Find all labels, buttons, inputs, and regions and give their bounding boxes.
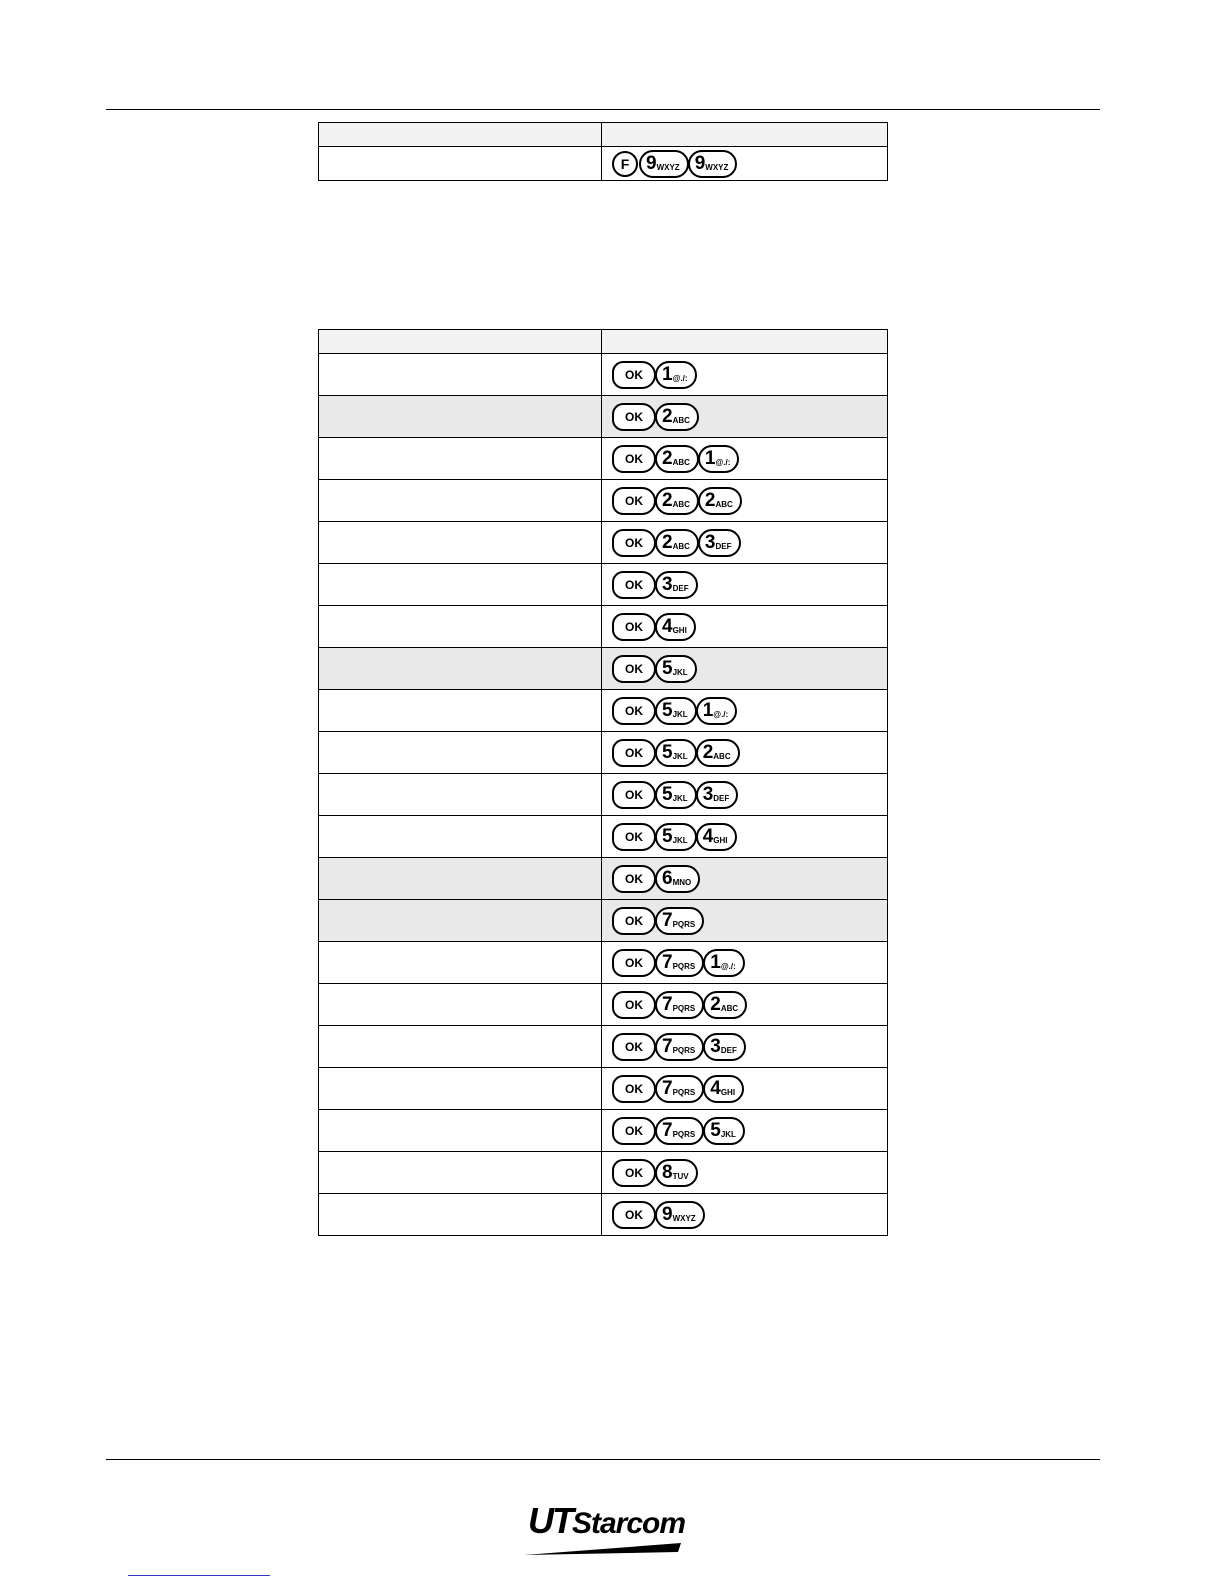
digit-key-icon (698, 487, 742, 515)
key-digit: 1 (704, 447, 715, 469)
digit-key-icon (655, 361, 697, 389)
key-digit: 5 (662, 783, 672, 805)
ok-key-icon (612, 487, 656, 515)
key-digit: OK (625, 1123, 643, 1138)
table-row (319, 774, 888, 816)
function-cell (319, 984, 602, 1026)
ok-key-icon (612, 739, 656, 767)
function-cell (319, 564, 602, 606)
digit-key-icon (655, 1201, 705, 1229)
key-digit: OK (625, 577, 643, 592)
key-digit: 9 (694, 152, 705, 174)
key-letters: @./: (713, 709, 729, 719)
table-row (319, 606, 888, 648)
key-digit: 7 (662, 993, 672, 1015)
table-header-cell (319, 330, 602, 354)
digit-key-icon (655, 1159, 698, 1187)
table-row (319, 942, 888, 984)
key-letters: PQRS (672, 919, 696, 929)
key-letters: ABC (672, 415, 690, 425)
footer-link-underline[interactable] (128, 1574, 270, 1576)
function-cell (319, 690, 602, 732)
digit-key-icon (655, 781, 697, 809)
key-sequence-cell (602, 816, 888, 858)
digit-key-icon (698, 529, 741, 557)
key-digit: 4 (702, 825, 713, 847)
function-cell (319, 774, 602, 816)
key-digit: OK (625, 493, 643, 508)
digit-key-icon (655, 865, 700, 893)
key-letters: TUV (672, 1171, 689, 1181)
key-letters: PQRS (672, 961, 696, 971)
digit-key-icon (655, 445, 699, 473)
key-digit: 3 (710, 1035, 720, 1057)
digit-key-icon (655, 697, 697, 725)
key-digit: 2 (704, 489, 715, 511)
key-sequence-cell (602, 396, 888, 438)
key-digit: 2 (662, 489, 672, 511)
key-digit: OK (625, 871, 643, 886)
key-digit: OK (625, 829, 643, 844)
digit-key-icon (703, 1033, 746, 1061)
function-cell (319, 1026, 602, 1068)
key-digit: OK (625, 703, 643, 718)
key-letters: PQRS (672, 1087, 696, 1097)
ok-key-icon (612, 361, 656, 389)
digit-key-icon (696, 781, 739, 809)
digit-key-icon (703, 949, 745, 977)
digit-key-icon (639, 150, 689, 178)
key-sequence-cell (602, 690, 888, 732)
ok-key-icon (612, 823, 656, 851)
table-header-row (319, 123, 888, 147)
key-digit: 4 (710, 1077, 720, 1099)
shortcut-table-1 (318, 122, 888, 181)
function-cell (319, 1152, 602, 1194)
key-sequence-cell (602, 1194, 888, 1236)
table-row (319, 1068, 888, 1110)
key-sequence-cell (602, 732, 888, 774)
key-digit: OK (625, 661, 643, 676)
key-sequence-cell (602, 774, 888, 816)
key-digit: 1 (702, 699, 713, 721)
key-letters: ABC (672, 457, 690, 467)
header-rule (106, 109, 1100, 110)
ok-key-icon (612, 1201, 656, 1229)
function-cell (319, 1194, 602, 1236)
ok-key-icon (612, 571, 656, 599)
key-letters: @./: (720, 961, 736, 971)
ok-key-icon (612, 949, 656, 977)
key-letters: GHI (672, 625, 687, 635)
key-digit: 3 (662, 573, 672, 595)
key-digit: OK (625, 1207, 643, 1222)
table-header-cell (319, 123, 602, 147)
key-digit: 1 (662, 363, 672, 385)
table-row (319, 1110, 888, 1152)
ok-key-icon (612, 1033, 656, 1061)
key-digit: OK (625, 913, 643, 928)
ok-key-icon (612, 907, 656, 935)
key-digit: 6 (662, 867, 672, 889)
digit-key-icon (703, 991, 747, 1019)
logo-wordmark: UTStarcom (528, 1500, 686, 1541)
function-cell (319, 732, 602, 774)
table-row (319, 690, 888, 732)
key-digit: 8 (662, 1161, 672, 1183)
table-row (319, 522, 888, 564)
key-letters: ABC (713, 751, 731, 761)
digit-key-icon (655, 1075, 704, 1103)
key-letters: WXYZ (672, 1213, 696, 1223)
key-sequence-cell (602, 522, 888, 564)
table-row (319, 147, 888, 181)
ok-key-icon (612, 865, 656, 893)
key-sequence-cell (602, 984, 888, 1026)
table-body (319, 147, 888, 181)
digit-key-icon (655, 571, 698, 599)
table-row (319, 1194, 888, 1236)
key-digit: OK (625, 1165, 643, 1180)
digit-key-icon (655, 1033, 704, 1061)
f-key-icon (612, 151, 638, 177)
key-sequence-cell (602, 606, 888, 648)
function-cell (319, 858, 602, 900)
key-letters: GHI (720, 1087, 736, 1097)
key-digit: 2 (662, 531, 672, 553)
key-sequence-cell (602, 147, 888, 181)
key-letters: JKL (672, 667, 688, 677)
function-cell (319, 354, 602, 396)
key-digit: OK (625, 787, 643, 802)
key-letters: ABC (715, 499, 733, 509)
key-digit: 7 (662, 951, 672, 973)
key-digit: 7 (662, 1035, 672, 1057)
digit-key-icon (655, 613, 696, 641)
key-letters: DEF (720, 1045, 737, 1055)
digit-key-icon (703, 1075, 744, 1103)
key-letters: @./: (715, 457, 731, 467)
function-cell (319, 480, 602, 522)
key-digit: OK (625, 367, 643, 382)
key-letters: DEF (672, 583, 689, 593)
key-letters: PQRS (672, 1129, 696, 1139)
key-digit: OK (625, 409, 643, 424)
key-digit: 4 (662, 615, 672, 637)
key-digit: 2 (662, 447, 672, 469)
digit-key-icon (655, 907, 704, 935)
key-digit: OK (625, 1081, 643, 1096)
digit-key-icon (696, 739, 740, 767)
footer-rule (106, 1459, 1100, 1460)
key-digit: OK (625, 1039, 643, 1054)
key-letters: DEF (713, 793, 730, 803)
key-digit: 5 (710, 1119, 720, 1141)
key-digit: OK (625, 619, 643, 634)
function-cell (319, 648, 602, 690)
key-digit: 5 (662, 699, 672, 721)
key-letters: JKL (672, 835, 688, 845)
digit-key-icon (703, 1117, 745, 1145)
function-cell (319, 816, 602, 858)
digit-key-icon (655, 1117, 704, 1145)
key-sequence-cell (602, 858, 888, 900)
table-row (319, 438, 888, 480)
table-row (319, 984, 888, 1026)
key-sequence-cell (602, 1152, 888, 1194)
key-sequence-cell (602, 648, 888, 690)
table-row (319, 858, 888, 900)
key-letters: MNO (672, 877, 692, 887)
function-cell (319, 1068, 602, 1110)
key-digit: 2 (662, 405, 672, 427)
key-digit: 2 (710, 993, 720, 1015)
table-row (319, 564, 888, 606)
ok-key-icon (612, 697, 656, 725)
table-header-row (319, 330, 888, 354)
key-digit: F (620, 155, 630, 172)
key-digit: 3 (704, 531, 715, 553)
function-cell (319, 147, 602, 181)
digit-key-icon (698, 445, 740, 473)
table-row (319, 1026, 888, 1068)
key-sequence-cell (602, 1026, 888, 1068)
shortcut-table-2 (318, 329, 888, 1236)
function-cell (319, 900, 602, 942)
function-cell (319, 396, 602, 438)
key-digit: 2 (702, 741, 713, 763)
key-digit: 1 (710, 951, 720, 973)
table-row (319, 648, 888, 690)
digit-key-icon (655, 403, 699, 431)
key-sequence-cell (602, 564, 888, 606)
key-digit: OK (625, 997, 643, 1012)
key-sequence-cell (602, 480, 888, 522)
ok-key-icon (612, 1075, 656, 1103)
key-letters: DEF (715, 541, 732, 551)
key-digit: 7 (662, 909, 672, 931)
key-digit: OK (625, 955, 643, 970)
key-letters: PQRS (672, 1045, 696, 1055)
key-digit: OK (625, 535, 643, 550)
key-letters: PQRS (672, 1003, 696, 1013)
key-letters: JKL (672, 751, 688, 761)
ok-key-icon (612, 529, 656, 557)
function-cell (319, 438, 602, 480)
key-digit: 9 (646, 152, 656, 174)
key-digit: 5 (662, 825, 672, 847)
key-digit: 5 (662, 741, 672, 763)
key-sequence-cell (602, 942, 888, 984)
key-letters: JKL (720, 1129, 736, 1139)
digit-key-icon (655, 823, 697, 851)
ok-key-icon (612, 655, 656, 683)
key-sequence-cell (602, 438, 888, 480)
key-letters: @./: (672, 373, 688, 383)
table-row (319, 900, 888, 942)
key-digit: 7 (662, 1077, 672, 1099)
digit-key-icon (655, 949, 704, 977)
key-digit: 5 (662, 657, 672, 679)
key-sequence-cell (602, 1110, 888, 1152)
utstarcom-logo (524, 1500, 684, 1550)
table-row (319, 396, 888, 438)
ok-key-icon (612, 991, 656, 1019)
function-cell (319, 1110, 602, 1152)
table-row (319, 1152, 888, 1194)
key-sequence-cell (602, 1068, 888, 1110)
key-digit: 7 (662, 1119, 672, 1141)
digit-key-icon (655, 991, 704, 1019)
key-letters: ABC (672, 541, 690, 551)
key-letters: ABC (672, 499, 690, 509)
key-sequence-cell (602, 354, 888, 396)
digit-key-icon (655, 529, 699, 557)
key-letters: ABC (720, 1003, 739, 1013)
ok-key-icon (612, 1159, 656, 1187)
table-header-cell (602, 123, 888, 147)
key-digit: OK (625, 745, 643, 760)
digit-key-icon (696, 697, 738, 725)
ok-key-icon (612, 781, 656, 809)
logo-swoosh-icon (524, 1530, 684, 1556)
key-letters: WXYZ (705, 162, 729, 172)
function-cell (319, 606, 602, 648)
key-digit: 3 (702, 783, 713, 805)
table-body (319, 354, 888, 1236)
key-digit: 9 (662, 1203, 672, 1225)
key-sequence-cell (602, 900, 888, 942)
digit-key-icon (655, 487, 699, 515)
key-letters: WXYZ (656, 162, 680, 172)
digit-key-icon (688, 150, 738, 178)
table-row (319, 354, 888, 396)
digit-key-icon (655, 655, 697, 683)
key-digit: OK (625, 451, 643, 466)
ok-key-icon (612, 1117, 656, 1145)
table-header-cell (602, 330, 888, 354)
key-letters: JKL (672, 793, 688, 803)
function-cell (319, 942, 602, 984)
digit-key-icon (696, 823, 737, 851)
function-cell (319, 522, 602, 564)
key-letters: GHI (713, 835, 728, 845)
ok-key-icon (612, 613, 656, 641)
table-row (319, 480, 888, 522)
table-row (319, 732, 888, 774)
ok-key-icon (612, 445, 656, 473)
table-row (319, 816, 888, 858)
key-letters: JKL (672, 709, 688, 719)
ok-key-icon (612, 403, 656, 431)
digit-key-icon (655, 739, 697, 767)
